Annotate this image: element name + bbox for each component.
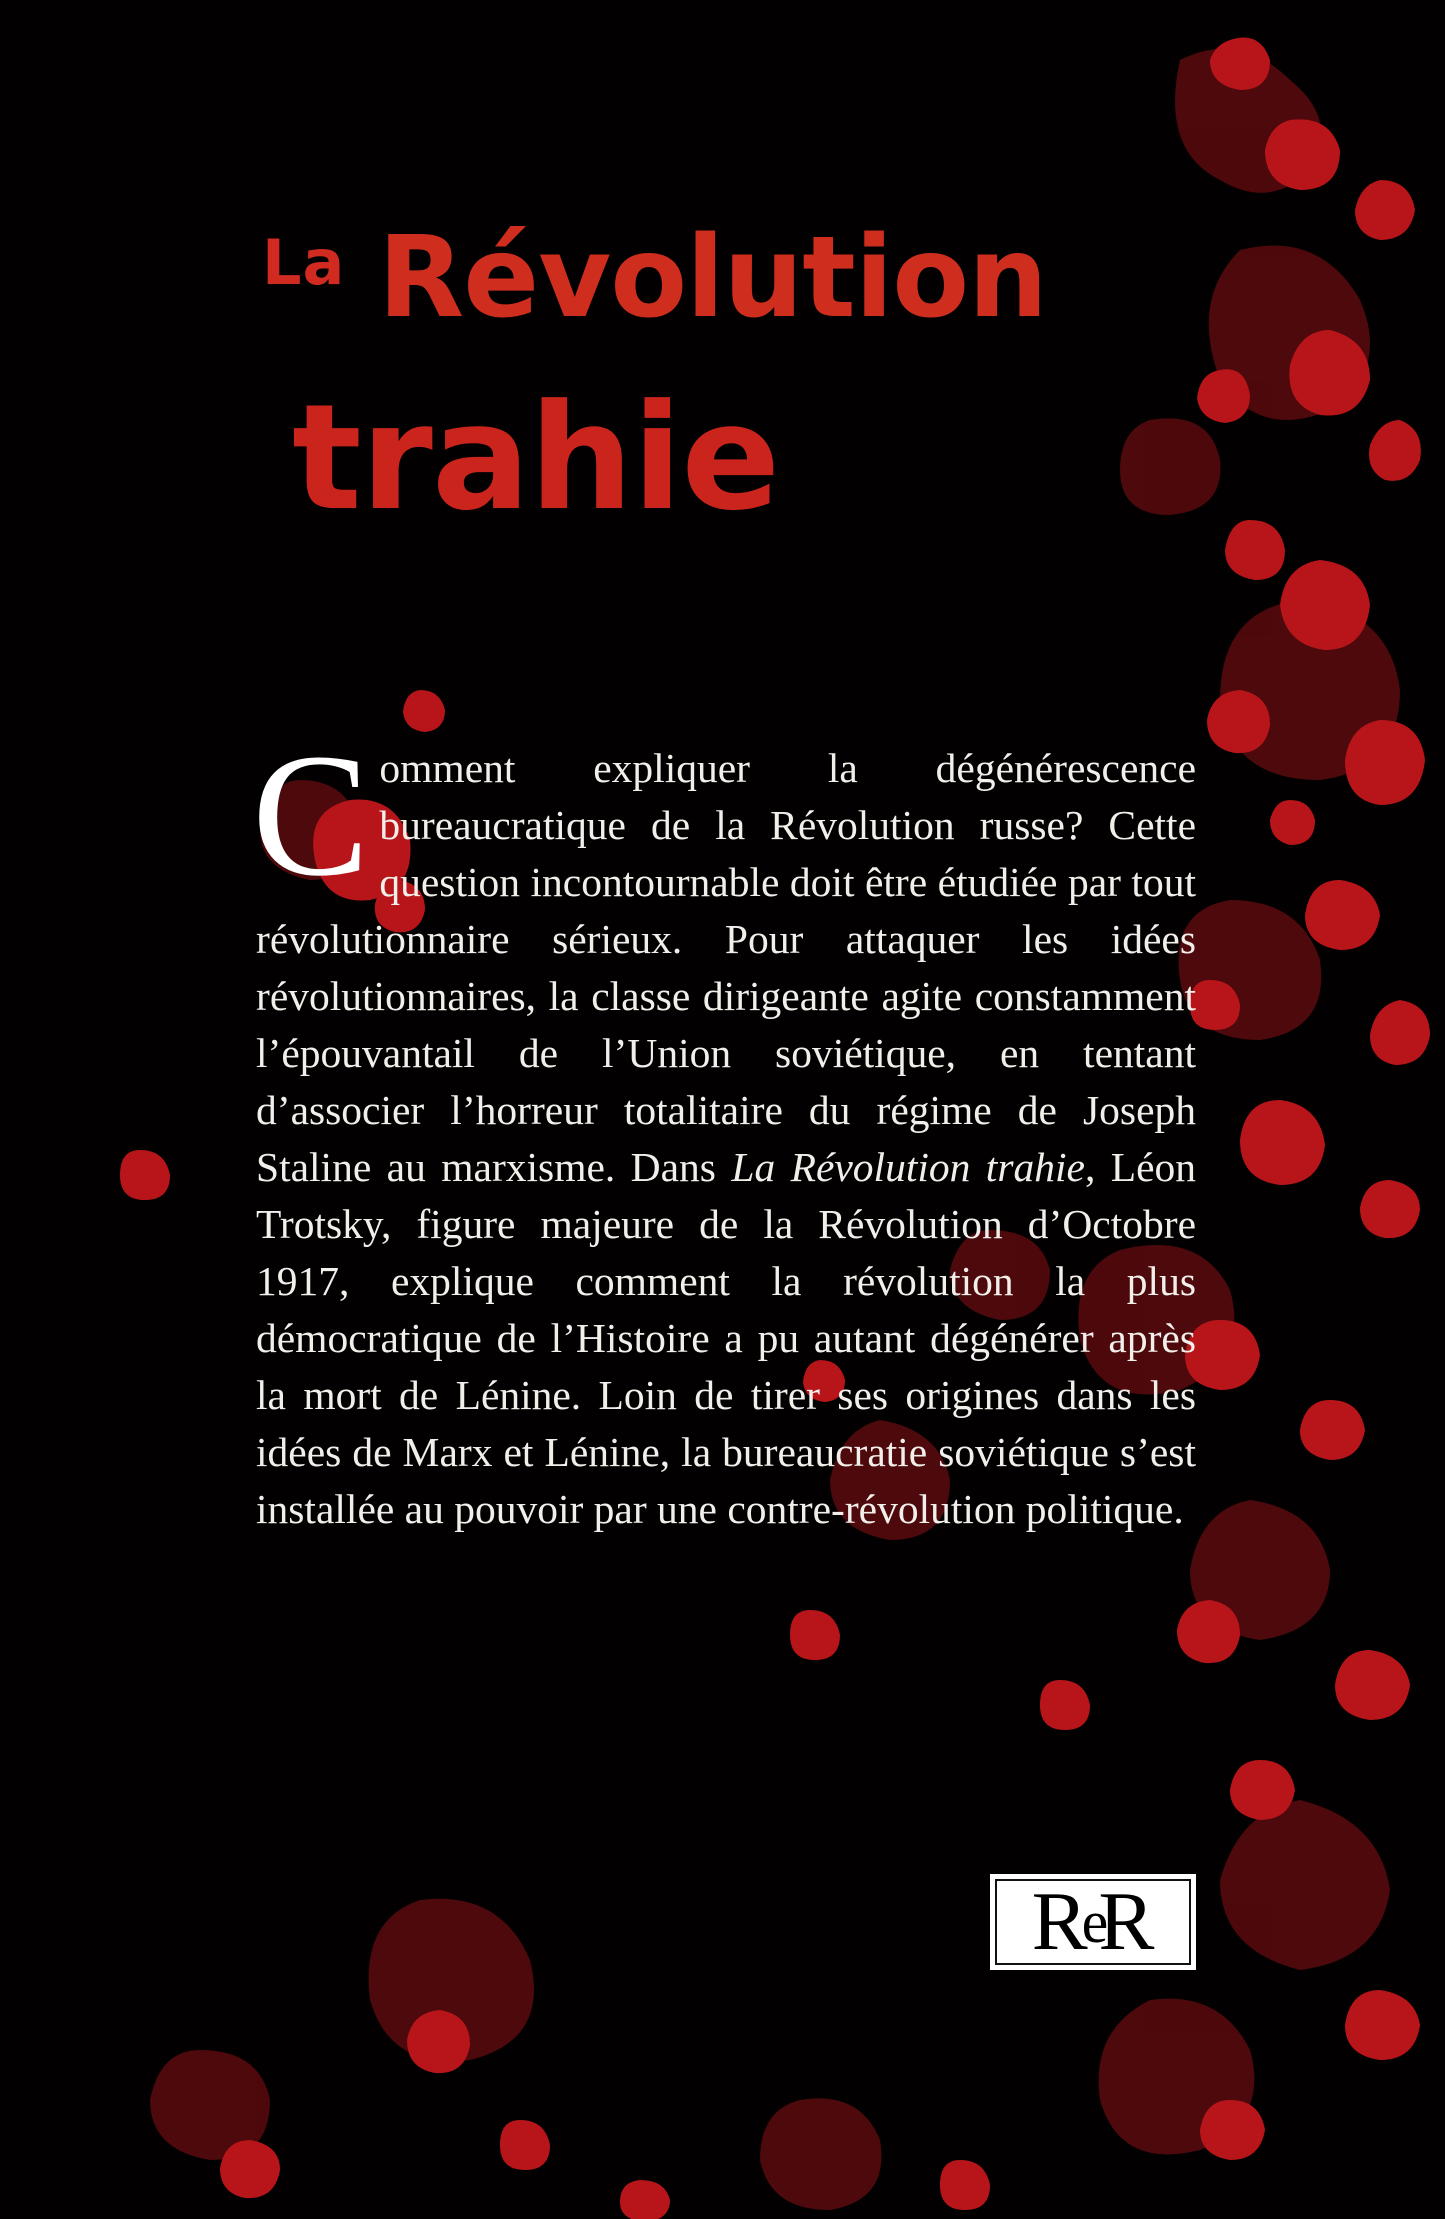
- title-main-word: Révolution: [378, 213, 1047, 343]
- title-second-line: trahie: [292, 373, 780, 543]
- drop-cap: C: [252, 718, 370, 913]
- blurb-text-part1: omment expliquer la dégénérescence bureaucratique de la Révolution russe? Cette question incontournable doit être étudiée par tout révolutionnaire sérieux. Pour attaquer les idées révolutionnaires, la classe dirigeante agite constamment l’épouvantail de l’Union soviétique, en tentant d’associer l’horreur totalitaire du régime de Joseph Staline au marxisme. Dans: [256, 745, 1196, 1190]
- logo-letter-r2: R: [1098, 1875, 1149, 1968]
- publisher-logo: [990, 1874, 1196, 1970]
- title-prefix: La: [262, 226, 346, 299]
- logo-letter-e: e: [1081, 1889, 1105, 1955]
- back-cover-blurb: [252, 718, 1196, 1538]
- blurb-text-part2: , Léon Trotsky, figure majeure de la Révolution d’Octobre 1917, explique comment la révolution la plus démocratique de l’Histoire a pu autant dégénérer après la mort de Lénine. Loin de tirer ses origines dans les idées de Marx et Lénine, la bureaucratie soviétique s’est installée au pouvoir par une contre-révolution politique.: [256, 1144, 1196, 1532]
- blurb-italic-book-title: La Révolution trahie: [731, 1144, 1085, 1190]
- logo-letter-r1: R: [1031, 1875, 1082, 1968]
